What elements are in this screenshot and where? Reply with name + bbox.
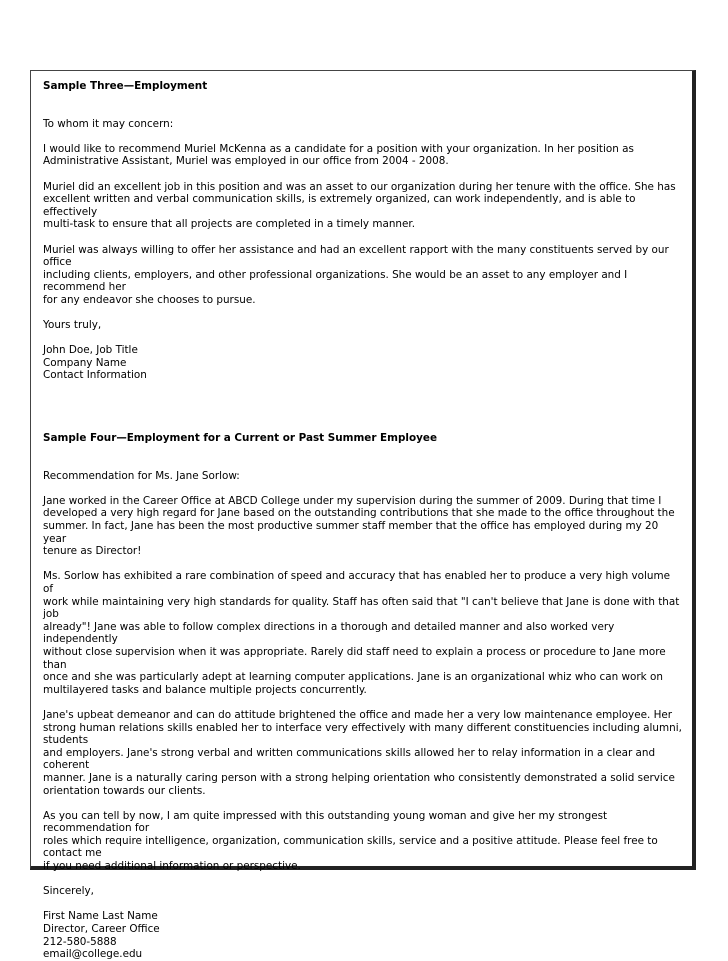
text-line: developed a very high regard for Jane based on the outstanding contributions that she made to the office throughout the	[43, 507, 675, 520]
sample-three-signature	[43, 344, 683, 382]
text-line: roles which require intelligence, organization, communication skills, service and a positive attitude. Please feel free to contact me	[43, 834, 658, 860]
text-line: including clients, employers, and other professional organizations. She would be an asset to any employer and I recommend her	[43, 268, 628, 294]
sample-three-paragraph-1	[43, 143, 683, 168]
sample-four-closing: Sincerely,	[43, 885, 94, 898]
text-line: Jane's upbeat demeanor and can do attitude brightened the office and made her a very low maintenance employee. Her	[43, 708, 673, 721]
text-line: strong human relations skills enabled her to interface very effectively with many different constituencies including alumni, students	[43, 721, 682, 747]
sample-three-closing: Yours truly,	[43, 319, 102, 332]
text-line: work while maintaining very high standards for quality. Staff has often said that "I can't believe that Jane is done with that job	[43, 595, 680, 621]
text-line: Administrative Assistant, Muriel was employed in our office from 2004 - 2008.	[43, 155, 449, 168]
sample-four-paragraph-3	[43, 709, 683, 797]
sample-four-paragraph-4	[43, 810, 683, 873]
signature-company: Company Name	[43, 356, 127, 369]
signature-name: First Name Last Name	[43, 910, 158, 923]
text-line: multi-task to ensure that all projects are completed in a timely manner.	[43, 218, 416, 231]
text-line: excellent written and verbal communication skills, is extremely organized, can work independently, and is able to effectively	[43, 193, 636, 218]
sample-four-signature	[43, 910, 683, 960]
sample-three-salutation: To whom it may concern:	[43, 117, 174, 130]
text-line: once and she was particularly adept at learning computer applications. Jane is an organizational whiz who can work on	[43, 671, 663, 684]
signature-email: email@college.edu	[43, 948, 143, 961]
text-line: Ms. Sorlow has exhibited a rare combination of speed and accuracy that has enabled her to produce a very high volume of	[43, 570, 670, 595]
text-line: and employers. Jane's strong verbal and written communications skills allowed her to relay information in a clear and coherent	[43, 746, 656, 772]
text-line: Jane worked in the Career Office at ABCD College under my supervision during the summer of 2009. During that time I	[43, 494, 662, 507]
text-line: manner. Jane is a naturally caring person with a strong helping orientation who consistently demonstrated a solid service	[43, 771, 675, 784]
text-line: Muriel did an excellent job in this position and was an asset to our organization during her tenure with the office. She has	[43, 180, 676, 193]
text-line: tenure as Director!	[43, 545, 142, 558]
text-line: As you can tell by now, I am quite impressed with this outstanding young woman and give her my strongest recommendation for	[43, 809, 608, 835]
signature-contact: Contact Information	[43, 369, 147, 382]
signature-title: Director, Career Office	[43, 923, 160, 936]
sample-four-paragraph-1	[43, 495, 683, 558]
text-line: already"! Jane was able to follow complex directions in a thorough and detailed manner and also worked very independently	[43, 620, 615, 646]
sample-four-salutation: Recommendation for Ms. Jane Sorlow:	[43, 469, 240, 482]
text-line: orientation towards our clients.	[43, 784, 206, 797]
signature-name: John Doe, Job Title	[43, 344, 138, 357]
sample-four-heading: Sample Four—Employment for a Current or Past Summer Employee	[43, 432, 437, 445]
text-line: multilayered tasks and balance multiple projects concurrently.	[43, 683, 367, 696]
sample-four-paragraph-2	[43, 570, 683, 696]
text-line: if you need additional information or perspective.	[43, 860, 301, 873]
text-line: for any endeavor she chooses to pursue.	[43, 293, 256, 306]
text-line: summer. In fact, Jane has been the most productive summer staff member that the office has employed during my 20 year	[43, 520, 659, 545]
document-body	[43, 80, 683, 961]
sample-three-heading: Sample Three—Employment	[43, 80, 208, 92]
text-line: I would like to recommend Muriel McKenna as a candidate for a position with your organization. In her position as	[43, 142, 634, 155]
text-line: Muriel was always willing to offer her assistance and had an excellent rapport with the many constituents served by our office	[43, 243, 669, 269]
signature-phone: 212-580-5888	[43, 935, 117, 948]
sample-three-paragraph-3	[43, 244, 683, 307]
sample-three-paragraph-2	[43, 181, 683, 231]
text-line: without close supervision when it was appropriate. Rarely did staff need to explain a process or procedure to Jane more than	[43, 645, 666, 671]
